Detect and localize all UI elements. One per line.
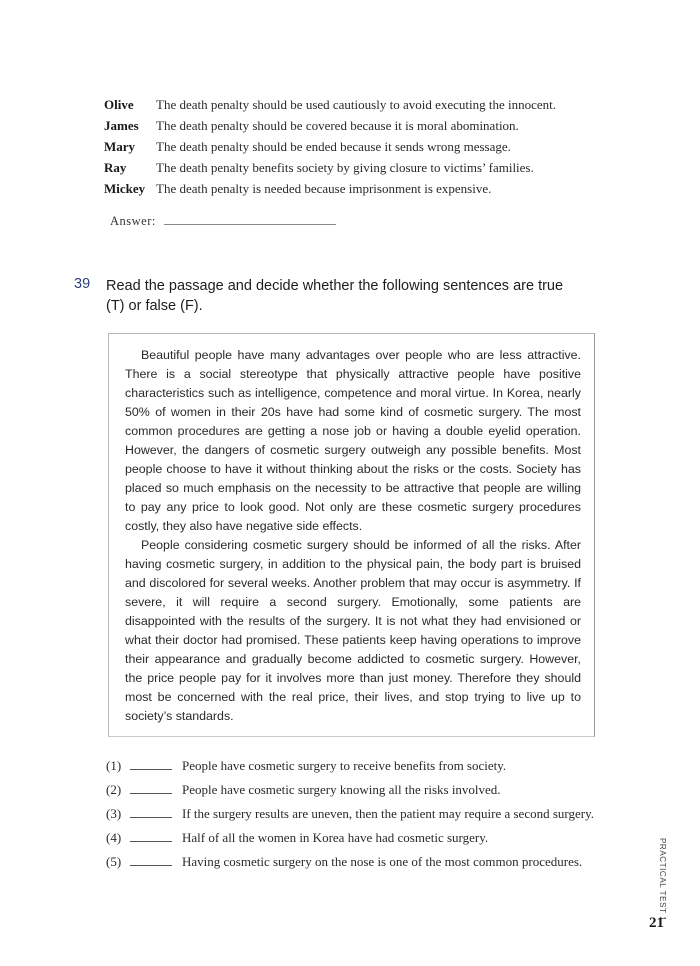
opinion-name: James (104, 118, 139, 133)
true-false-list (106, 758, 626, 878)
opinion-row (104, 139, 624, 160)
passage-box (108, 333, 595, 737)
tf-item (106, 806, 626, 830)
opinion-row (104, 181, 624, 202)
opinion-name: Mary (104, 139, 136, 154)
tf-item (106, 758, 626, 782)
question-number: 39 (74, 276, 91, 292)
passage-paragraph: People considering cosmetic surgery should be informed of all the risks. After having cosmetic surgery, in addition to the physical pain, the body part is bruised and discolored for several weeks. Another problem that may occur is asymmetry. If severe, it will require a second surgery. Emotionally, some patients are disappointed with the results of the surgery. It is not what they had envisioned or what their doctor had promised. These patients keep having operations to improve their appearance and gradually become addicted to cosmetic surgery. However, the price people pay for it involves more than just money. Therefore they should most be concerned with the real price, their lives, and stop trying to live up to society’s standards. (125, 538, 581, 723)
tf-item-text: People have cosmetic surgery knowing all the risks involved. (182, 782, 501, 797)
tf-item (106, 782, 626, 806)
question-header (74, 276, 594, 316)
passage-paragraph: Beautiful people have many advantages over people who are less attractive. There is a social stereotype that physically attractive people have positive characteristics such as intelligence, competence and moral virtue. In Korea, nearly 50% of women in their 20s have had some kind of cosmetic surgery. The most common procedures are getting a nose job or having a double eyelid operation. However, the dangers of cosmetic surgery outweigh any possible benefits. Most people choose to have it without thinking about the risks or the costs. Society has placed so much emphasis on the necessity to be attractive that people are willing to pay any price to look good. Not only are these cosmetic surgery procedures costly, they also have negative side effects. (125, 348, 581, 533)
passage-text (125, 346, 581, 726)
section-label: PRACTICAL TEST 1 (658, 838, 667, 922)
opinion-name: Mickey (104, 181, 146, 196)
opinion-text: The death penalty benefits society by giving closure to victims’ families. (156, 160, 534, 175)
tf-item-number: (2) (106, 782, 122, 797)
opinion-text: The death penalty should be ended because it sends wrong message. (156, 139, 511, 154)
answer-blank[interactable] (164, 214, 336, 225)
opinion-row (104, 118, 624, 139)
opinion-row (104, 97, 624, 118)
answer-row (110, 214, 336, 229)
tf-item-number: (4) (106, 830, 122, 845)
tf-item-number: (5) (106, 854, 122, 869)
opinion-text: The death penalty is needed because imprisonment is expensive. (156, 181, 492, 196)
opinion-name: Olive (104, 97, 134, 112)
answer-label: Answer: (110, 214, 156, 228)
opinion-text: The death penalty should be used cautiously to avoid executing the innocent. (156, 97, 557, 112)
tf-item-number: (3) (106, 806, 122, 821)
tf-answer-blank[interactable] (130, 832, 172, 842)
tf-answer-blank[interactable] (130, 856, 172, 866)
page-number: 21 (649, 915, 664, 931)
opinion-name: Ray (104, 160, 127, 175)
opinion-row (104, 160, 624, 181)
tf-item-text: If the surgery results are uneven, then the patient may require a second surgery. (182, 806, 595, 821)
question-instruction: Read the passage and decide whether the following sentences are true (T) or false (F). (106, 278, 564, 314)
tf-item (106, 854, 626, 878)
tf-item (106, 830, 626, 854)
tf-item-text: People have cosmetic surgery to receive benefits from society. (182, 758, 507, 773)
tf-answer-blank[interactable] (130, 784, 172, 794)
tf-answer-blank[interactable] (130, 760, 172, 770)
tf-item-text: Half of all the women in Korea have had cosmetic surgery. (182, 830, 489, 845)
tf-item-number: (1) (106, 758, 122, 773)
tf-item-text: Having cosmetic surgery on the nose is one of the most common procedures. (182, 854, 583, 869)
opinions-list (104, 97, 624, 202)
opinion-text: The death penalty should be covered because it is moral abomination. (156, 118, 519, 133)
tf-answer-blank[interactable] (130, 808, 172, 818)
